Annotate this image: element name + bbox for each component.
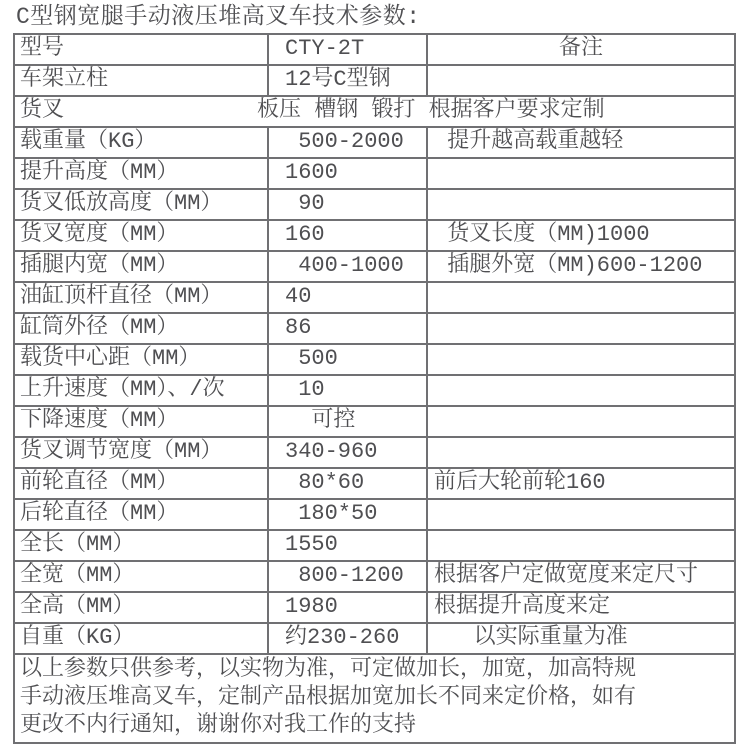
table-row bbox=[15, 624, 734, 655]
spec-label-cell: 提升高度（MM） bbox=[15, 159, 269, 188]
spec-value-cell: 86 bbox=[269, 314, 428, 343]
table-row bbox=[15, 407, 734, 438]
spec-label-cell: 前轮直径（MM） bbox=[15, 469, 269, 498]
spec-value-cell: 可控 bbox=[269, 407, 428, 436]
footer-line: 更改不内行通知，谢谢你对我工作的支持 bbox=[20, 713, 417, 738]
spec-label-cell: 车架立柱 bbox=[15, 66, 269, 95]
spec-value-cell: 1980 bbox=[269, 593, 428, 622]
spec-label-cell: 全长（MM） bbox=[15, 531, 269, 560]
spec-label-cell: 上升速度（MM）、/次 bbox=[15, 376, 269, 405]
table-row bbox=[15, 252, 734, 283]
spec-label-cell: 货叉低放高度（MM） bbox=[15, 190, 269, 219]
spec-label-cell: 载货中心距（MM） bbox=[15, 345, 269, 374]
table-row bbox=[15, 500, 734, 531]
spec-note-cell: 备注 bbox=[558, 36, 603, 61]
spec-note-cell bbox=[428, 531, 734, 560]
table-row bbox=[15, 66, 734, 97]
spec-label-cell: 货叉调节宽度（MM） bbox=[15, 438, 269, 467]
spec-label-cell: 货叉 bbox=[20, 98, 65, 123]
spec-value-cell: 500 bbox=[269, 345, 428, 374]
spec-note-cell: 根据客户定做宽度来定尺寸 bbox=[434, 563, 699, 588]
table-row bbox=[15, 159, 734, 190]
table-row bbox=[15, 562, 734, 593]
spec-value-cell: 500-2000 bbox=[269, 128, 428, 157]
table-row bbox=[15, 438, 734, 469]
table-row bbox=[15, 97, 734, 128]
spec-label-cell: 缸筒外径（MM） bbox=[15, 314, 269, 343]
spec-note-cell bbox=[428, 345, 734, 374]
spec-note-cell bbox=[428, 407, 734, 436]
page-title: C型钢宽腿手动液压堆高叉车技术参数: bbox=[16, 4, 421, 30]
spec-note-cell bbox=[428, 500, 734, 529]
table-row bbox=[15, 376, 734, 407]
spec-value-cell: 340-960 bbox=[269, 438, 428, 467]
table-row bbox=[15, 314, 734, 345]
spec-value-cell: 80*60 bbox=[269, 469, 428, 498]
spec-label-cell: 全高（MM） bbox=[15, 593, 269, 622]
spec-table bbox=[13, 33, 736, 744]
table-row bbox=[15, 593, 734, 624]
spec-value-cell: 约230-260 bbox=[269, 624, 428, 653]
table-row bbox=[15, 190, 734, 221]
table-row bbox=[15, 469, 734, 500]
spec-label-cell: 插腿内宽（MM） bbox=[15, 252, 269, 281]
spec-merged-value: 板压 槽钢 锻打 根据客户要求定制 bbox=[257, 98, 605, 123]
spec-note-cell bbox=[428, 159, 734, 188]
spec-label-cell: 载重量（KG） bbox=[15, 128, 269, 157]
spec-value-cell: 12号C型钢 bbox=[269, 66, 428, 95]
table-row bbox=[15, 35, 734, 66]
spec-value-cell: 1550 bbox=[269, 531, 428, 560]
spec-label-cell: 自重（KG） bbox=[15, 624, 269, 653]
spec-note-cell: 插腿外宽（MM)600-1200 bbox=[434, 253, 703, 278]
spec-value-cell: 160 bbox=[269, 221, 428, 250]
spec-note-cell: 根据提升高度来定 bbox=[434, 594, 611, 619]
spec-value-cell: 1600 bbox=[269, 159, 428, 188]
spec-value-cell: 400-1000 bbox=[269, 252, 428, 281]
footer-line: 手动液压堆高叉车，定制产品根据加宽加长不同来定价格，如有 bbox=[20, 685, 637, 710]
table-row bbox=[15, 345, 734, 376]
spec-label-cell: 下降速度（MM） bbox=[15, 407, 269, 436]
table-footer bbox=[15, 655, 734, 742]
spec-table-body bbox=[15, 35, 734, 655]
spec-value-cell: 10 bbox=[269, 376, 428, 405]
spec-label-cell: 油缸顶杆直径（MM） bbox=[15, 283, 269, 312]
table-row bbox=[15, 128, 734, 159]
spec-value-cell: 180*50 bbox=[269, 500, 428, 529]
spec-note-cell bbox=[428, 438, 734, 467]
table-row bbox=[15, 283, 734, 314]
table-row bbox=[15, 221, 734, 252]
spec-value-cell: 800-1200 bbox=[269, 562, 428, 591]
spec-label-cell: 全宽（MM） bbox=[15, 562, 269, 591]
spec-note-cell: 以实际重量为准 bbox=[434, 625, 628, 650]
spec-label-cell: 货叉宽度（MM） bbox=[15, 221, 269, 250]
table-row bbox=[15, 531, 734, 562]
spec-label-cell: 型号 bbox=[15, 35, 269, 64]
spec-note-cell bbox=[428, 376, 734, 405]
spec-note-cell bbox=[428, 283, 734, 312]
spec-note-cell bbox=[428, 190, 734, 219]
spec-note-cell: 货叉长度（MM)1000 bbox=[434, 222, 650, 247]
spec-value-cell: CTY-2T bbox=[269, 35, 428, 64]
spec-note-cell: 前后大轮前轮160 bbox=[434, 470, 606, 495]
spec-note-cell bbox=[428, 314, 734, 343]
spec-note-cell: 提升越高载重越轻 bbox=[434, 129, 624, 154]
footer-line: 以上参数只供参考，以实物为准，可定做加长，加宽，加高特规 bbox=[20, 657, 637, 682]
spec-note-cell bbox=[428, 66, 734, 95]
spec-value-cell: 90 bbox=[269, 190, 428, 219]
spec-label-cell: 后轮直径（MM） bbox=[15, 500, 269, 529]
spec-value-cell: 40 bbox=[269, 283, 428, 312]
